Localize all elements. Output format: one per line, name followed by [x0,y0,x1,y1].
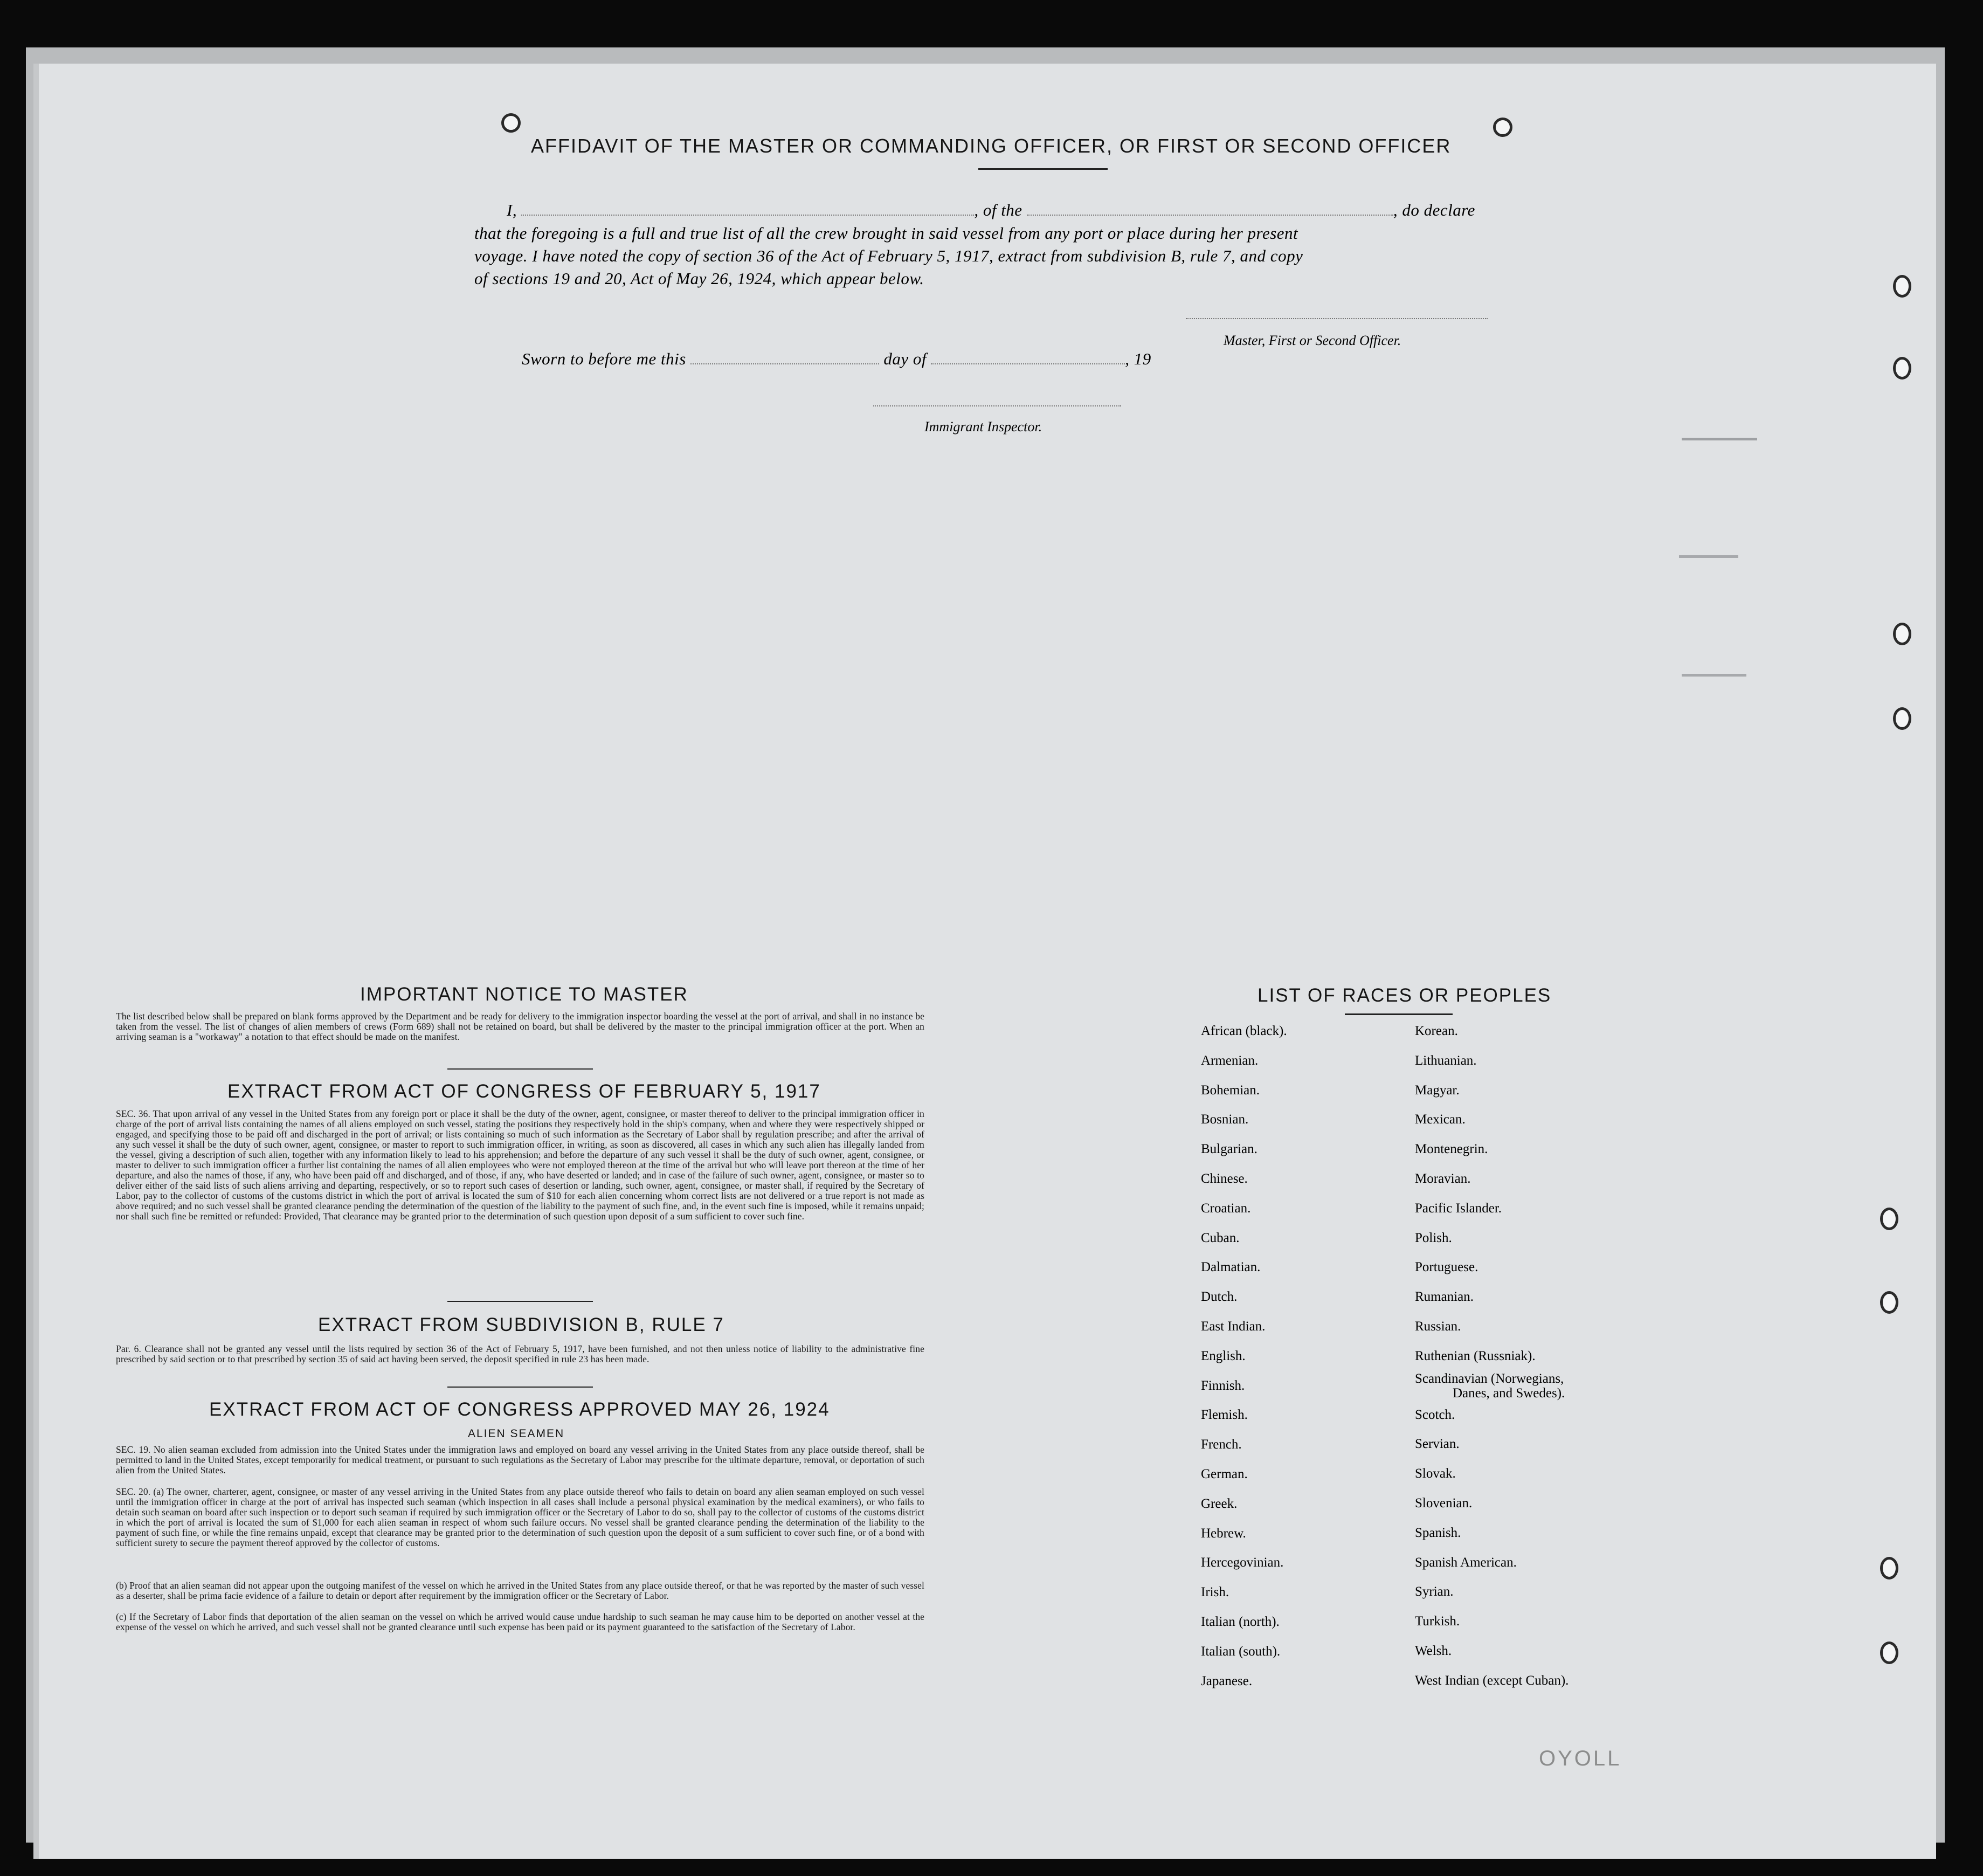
race-item: East Indian. [1201,1319,1266,1334]
sworn-month-blank-field[interactable] [931,363,1125,364]
races-title-rule [1345,1013,1453,1015]
sworn-text: Sworn to before me this [522,349,686,368]
race-item: Slovenian. [1415,1495,1473,1511]
race-item: Greek. [1201,1496,1238,1511]
sec19-body: SEC. 19. No alien seaman excluded from admission into the United States under the immigration laws and employed on board any vessel arriving in the United States from any place outside thereof, shall be permitted to land in the United States, except temporarily for medical treatment, or pursuant to such regulations as the Secretary of Labor may prescribe for the ultimate departure, removal, or deportation of such alien from the United States. [116,1444,924,1475]
section-divider [447,1301,593,1302]
race-item: Dalmatian. [1201,1260,1261,1275]
extract-rule7-title: EXTRACT FROM SUBDIVISION B, RULE 7 [318,1314,724,1335]
vessel-blank-field[interactable] [1027,215,1393,216]
race-item: Dutch. [1201,1289,1238,1305]
race-item: Welsh. [1415,1643,1452,1658]
race-item: Irish. [1201,1585,1229,1600]
fastener-icon [501,113,521,133]
races-left-column [1201,1017,1287,1696]
race-item: Portuguese. [1415,1260,1478,1275]
notice-title: IMPORTANT NOTICE TO MASTER [360,984,688,1005]
race-item: African (black). [1201,1024,1287,1038]
master-signature-line[interactable] [1186,318,1488,319]
extract-1924-subtitle: ALIEN SEAMEN [468,1427,565,1440]
race-item: Spanish. [1415,1525,1461,1540]
race-item: Chinese. [1201,1171,1248,1186]
declaration-line-1 [507,201,1475,220]
extract-1924-title: EXTRACT FROM ACT OF CONGRESS APPROVED MAY 26, 1924 [209,1399,830,1420]
inspector-label: Immigrant Inspector. [924,419,1042,434]
race-item: Montenegrin. [1415,1142,1488,1157]
race-item: Moravian. [1415,1171,1471,1186]
race-item: Bohemian. [1201,1082,1260,1098]
extract-rule7-body: Par. 6. Clearance shall not be granted any vessel until the lists required by section 36 of the Act of February 5, 1917, have been furnished, and not then unless notice of liability to the administrative fine prescribed by said section or to that prescribed by section 35 of said act having been served, the deposit specified in rule 23 has been made. [116,1343,924,1364]
sec20a-body: SEC. 20. (a) The owner, charterer, agent, consignee, or master of any vessel arriving in the United States from any place outside thereof who fails to detain on board any alien seaman employed on such vessel until the immigration officer in charge at the port of arrival has inspected such seaman (which inspection in all cases shall include a personal physical examination by the medical examiners), or who fails to detain such seaman on board after such inspection or to deport such seaman if required by such immigration officer or the Secretary of Labor to do so, shall pay to the collector of customs of the customs district in which the port of arrival is located the sum of $1,000 for each alien seaman in respect of whom such failure occurs. No vessel shall be granted clearance pending the determination of the liability to the payment of such fine, or while the fine remains unpaid, except that clearance may be granted prior to the determination of such question upon the deposit of a sum sufficient to cover such fine, or of a bond with sufficient surety to secure the payment thereof approved by the collector of customs. [116,1486,924,1548]
title-rule [978,168,1108,170]
declaration-i: I, [507,201,517,219]
race-item: Korean. [1415,1024,1458,1038]
binder-hole-icon [1893,275,1911,298]
race-item: Polish. [1415,1230,1452,1245]
extract-1917-title: EXTRACT FROM ACT OF CONGRESS OF FEBRUARY 5, 1917 [227,1081,821,1102]
binder-hole-icon [1880,1208,1898,1230]
race-item: Spanish American. [1415,1555,1517,1570]
race-item: Armenian. [1201,1053,1259,1068]
sec20b-body: (b) Proof that an alien seaman did not appear upon the outgoing manifest of the vessel on which he arrived in the United States from any place outside thereof, or that he was reported by the master of such vessel as a deserter, shall be prima facie evidence of a failure to detain or deport after requirement by the immigration officer or the Secretary of Labor. [116,1580,924,1601]
race-item: West Indian (except Cuban). [1415,1673,1569,1688]
extract-1917-body: SEC. 36. That upon arrival of any vessel in the United States from any foreign port or place it shall be the duty of the owner, agent, consignee, or master thereof to deliver to the principal immigration officer in charge of the port of arrival lists containing the names of all aliens employed on such vessel, stating the positions they respectively hold in the ship's company, when and where they were respectively shipped or engaged, and specifying those to be paid off and discharged in the port of arrival; or lists containing so much of such information as the Secretary of Labor shall by regulation prescribe; and after the arrival of any such vessel it shall be the duty of such owner, agent, consignee, or master to report to such immigration officer, in writing, as soon as discovered, all cases in which any such alien has illegally landed from the vessel, giving a description of such alien, together with any information likely to lead to his apprehension; and before the departure of any such vessel it shall be the duty of such owner, agent, consignee, or master to deliver to such immigration officer a further list containing the names of all alien employees who were not employed thereon at the time of the arrival but who will leave port thereon at the time of her departure, and also the names of those, if any, who have been paid off and discharged, and of those, if any, who have deserted or landed; and in case of the failure of such owner, agent, consignee, or master so to deliver either of the said lists of such aliens arriving and departing, respectively, or so to report such cases of desertion or landing, such owner, agent, consignee, or master shall, if required by the Secretary of Labor, pay to the collector of customs of the customs district in which the port of arrival is located the sum of $10 for each alien concerning whom correct lists are not delivered or a true report is not made as above required; and no such vessel shall be granted clearance pending the determination of the question of the liability to the payment of such fine, and, in the event such fine is imposed, while it remains unpaid; nor shall such fine be remitted or refunded: Provided, That clearance may be granted prior to the determination of such question upon deposit of a sum sufficient to cover such fine. [116,1108,924,1222]
race-item: Italian (north). [1201,1614,1280,1629]
bleed-through-mark [1682,438,1757,440]
race-item: Bulgarian. [1201,1142,1257,1157]
race-item: French. [1201,1437,1242,1452]
declaration-of-the: , of the [974,201,1022,219]
race-item: Cuban. [1201,1230,1240,1245]
section-divider [447,1068,593,1070]
race-item: Japanese. [1201,1673,1253,1688]
race-item: Finnish. [1201,1378,1245,1393]
declaration-line-2: that the foregoing is a full and true list of all the crew brought in said vessel from any port or place during her present [474,224,1298,243]
sworn-line [522,349,1151,369]
inspector-signature-line[interactable] [873,405,1121,406]
race-item: Turkish. [1415,1614,1460,1629]
sworn-day-blank-field[interactable] [690,363,879,364]
race-item: German. [1201,1466,1248,1481]
races-title: LIST OF RACES OR PEOPLES [1257,985,1552,1006]
bleed-through-stamp: OYOLL [1539,1747,1622,1770]
race-item: Slovak. [1415,1466,1456,1481]
binder-hole-icon [1880,1291,1898,1314]
race-item: Hercegovinian. [1201,1555,1284,1570]
race-item: Ruthenian (Russniak). [1415,1348,1536,1363]
race-item: Hebrew. [1201,1526,1246,1541]
name-blank-field[interactable] [521,215,974,216]
race-item: Bosnian. [1201,1112,1249,1127]
race-item: English. [1201,1348,1246,1363]
race-item: Flemish. [1201,1408,1248,1423]
race-item: Pacific Islander. [1415,1201,1502,1216]
binder-hole-icon [1880,1557,1898,1580]
year-prefix-text: , 19 [1125,349,1151,368]
binder-hole-icon [1893,707,1911,730]
race-item: Mexican. [1415,1112,1466,1127]
binder-hole-icon [1880,1642,1898,1664]
races-right-column [1415,1017,1569,1696]
race-item: Servian. [1415,1437,1460,1452]
declaration-do-declare: , do declare [1393,201,1475,219]
binder-hole-icon [1893,623,1911,645]
bleed-through-mark [1679,555,1738,558]
declaration-line-3: voyage. I have noted the copy of section 36 of the Act of February 5, 1917, extract from subdivision B, rule 7, and copy [474,246,1303,265]
binder-hole-icon [1893,357,1911,380]
race-item: Scotch. [1415,1407,1455,1422]
master-signature-label: Master, First or Second Officer. [1224,333,1401,348]
section-divider [447,1387,593,1388]
declaration-line-4: of sections 19 and 20, Act of May 26, 1924, which appear below. [474,269,924,288]
sec20c-body: (c) If the Secretary of Labor finds that deportation of the alien seaman on the vessel on which he arrived would cause undue hardship to such seaman he may cause him to be deported on another vessel at the expense of the vessel on which he arrived, and such vessel shall not be granted clearance until such expense has been paid or its payment guaranteed to the satisfaction of the Secretary of Labor. [116,1611,924,1632]
bleed-through-mark [1682,674,1746,677]
race-item: Rumanian. [1415,1289,1474,1305]
race-item: Croatian. [1201,1201,1251,1216]
race-item: Danes, and Swedes). [1453,1385,1565,1401]
affidavit-title: AFFIDAVIT OF THE MASTER OR COMMANDING OFFICER, OR FIRST OR SECOND OFFICER [531,135,1452,157]
page-edge [33,64,39,1859]
fastener-icon [1493,118,1512,137]
race-item: Italian (south). [1201,1644,1281,1659]
day-of-text: day of [883,349,927,368]
race-item: Scandinavian (Norwegians, [1415,1371,1564,1386]
notice-body: The list described below shall be prepared on blank forms approved by the Department and be ready for delivery to the immigration inspector boarding the vessel at the port of arrival, and shall in no instance be taken from the vessel. The list of changes of alien members of crews (Form 689) shall not be retained on board, but shall be delivered by the master to the principal immigration officer at the port. When an arriving seaman is a "workaway" a notation to that effect should be made on the manifest. [116,1011,924,1042]
race-item: Magyar. [1415,1082,1460,1098]
race-item: Russian. [1415,1319,1461,1334]
race-item: Syrian. [1415,1584,1454,1599]
race-item: Lithuanian. [1415,1053,1477,1068]
